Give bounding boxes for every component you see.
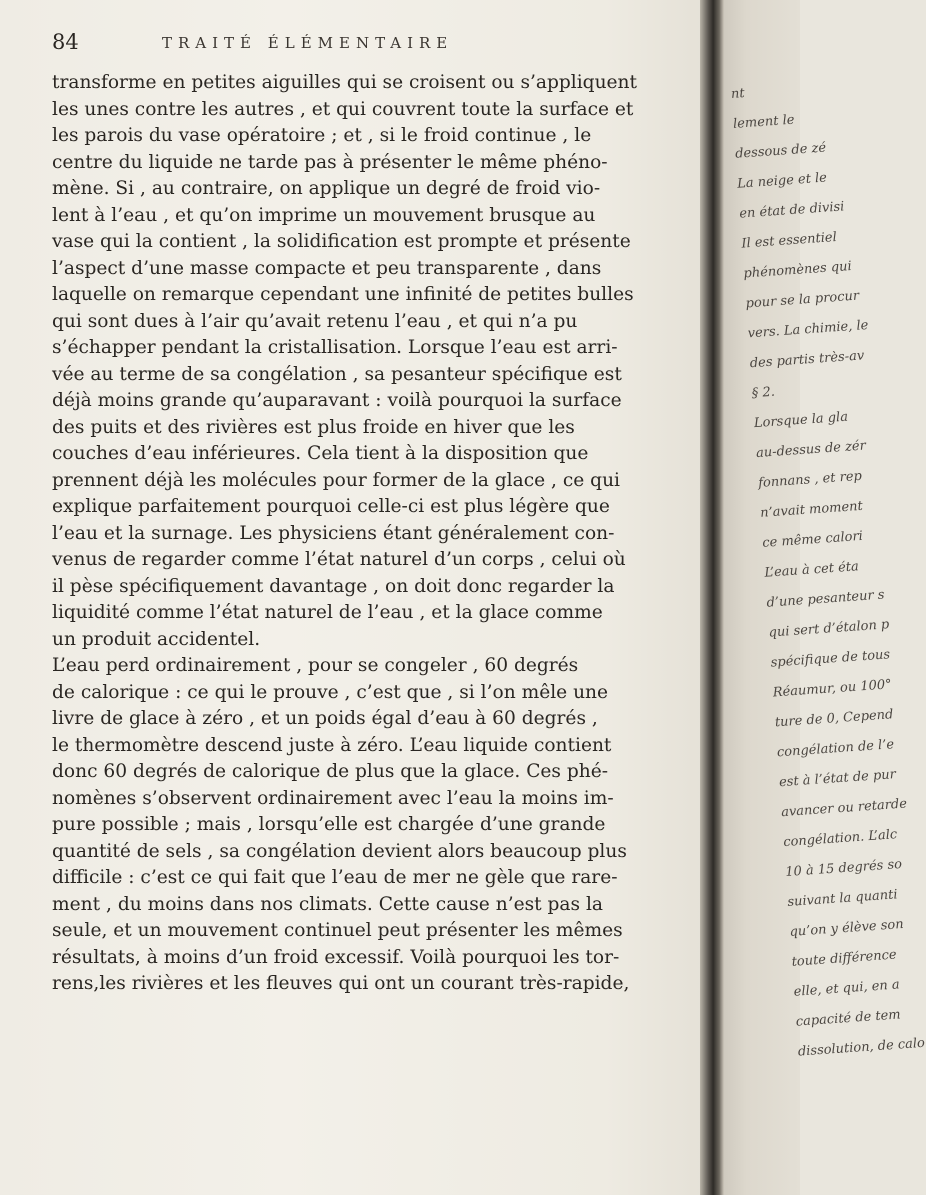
text-line: les parois du vase opératoire ; et , si le froid continue , le [52, 125, 592, 146]
text-line: s’échapper pendant la cristallisation. Lorsque l’eau est arri- [52, 337, 618, 358]
fragment-line: L’eau à cet éta [763, 559, 860, 581]
running-title: TRAITÉ ÉLÉMENTAIRE [162, 34, 454, 52]
text-line: centre du liquide ne tarde pas à présenter le même phéno- [52, 151, 608, 173]
text-line: seule, et un mouvement continuel peut présenter les mêmes [52, 920, 623, 941]
text-line: pure possible ; mais , lorsqu’elle est chargée d’une grande [52, 814, 606, 835]
fragment-line: n’avait moment [759, 498, 864, 521]
fragment-line: au-dessus de zér [755, 438, 867, 462]
fragment-line: spécifique de tous [770, 647, 891, 671]
fragment-line: Lorsque la gla [753, 409, 849, 432]
text-line: l’eau et la surnage. Les physiciens étant généralement con- [52, 522, 615, 544]
fragment-line: capacité de tem [795, 1007, 902, 1030]
text-line: vase qui la contient , la solidification est prompte et présente [52, 231, 631, 252]
text-line: liquidité comme l’état naturel de l’eau , et la glace comme [52, 602, 603, 623]
fragment-line: § 2. [751, 384, 776, 402]
fragment-line: 10 à 15 degrés so [784, 856, 903, 881]
text-line: lent à l’eau , et qu’on imprime un mouvement brusque au [52, 204, 596, 226]
text-line: les unes contre les autres , et qui couvrent toute la surface et [52, 98, 634, 120]
fragment-line: dissolution, de calo [797, 1035, 926, 1060]
fragment-line: en état de divisi [738, 199, 845, 222]
text-line: explique parfaitement pourquoi celle-ci est plus légère que [52, 496, 610, 517]
text-line: L’eau perd ordinairement , pour se congeler , 60 degrés [52, 655, 579, 676]
fragment-line: des partis très-av [749, 348, 865, 372]
fragment-line: Il est essentiel [740, 229, 838, 252]
body-text [52, 70, 670, 998]
fragment-line: congélation de l’e [776, 737, 895, 761]
text-line: transforme en petites aiguilles qui se croisent ou s’appliquent [52, 72, 638, 93]
paragraph-calorique [52, 653, 670, 998]
page-header [52, 30, 662, 56]
fragment-line: dessous de zé [734, 140, 827, 162]
book-gutter [700, 0, 724, 1195]
text-line: rens,les rivières et les fleuves qui ont un courant très-rapide, [52, 973, 630, 994]
fragment-line: Réaumur, ou 100° [772, 677, 893, 701]
text-line: couches d’eau inférieures. Cela tient à la disposition que [52, 443, 589, 464]
fragment-line: toute différence [791, 947, 898, 970]
text-line: venus de regarder comme l’état naturel d’un corps , celui où [52, 549, 626, 570]
text-line: quantité de sels , sa congélation devient alors beaucoup plus [52, 840, 627, 862]
text-line: de calorique : ce qui le prouve , c’est que , si l’on mêle une [52, 681, 609, 703]
text-line: déjà moins grande qu’auparavant : voilà pourquoi la surface [52, 390, 622, 411]
text-line: le thermomètre descend juste à zéro. L’eau liquide contient [52, 734, 612, 756]
fragment-line: est à l’état de pur [778, 767, 897, 791]
facing-page-text [730, 75, 926, 1068]
fragment-line: avancer ou retarde [780, 796, 908, 821]
text-line: un produit accidentel. [52, 628, 261, 650]
fragment-line: fonnans , et rep [757, 468, 863, 491]
fragment-line: nt [730, 86, 746, 102]
fragment-line: pour se la procur [745, 288, 860, 312]
fragment-line: ce même calori [761, 528, 864, 551]
fragment-line: La neige et le [736, 170, 828, 192]
fragment-line: d’une pesanteur s [766, 587, 885, 611]
text-line: des puits et des rivières est plus froide en hiver que les [52, 416, 575, 438]
text-line: livre de glace à zéro , et un poids égal d’eau à 60 degrés , [52, 708, 598, 729]
text-line: ment , du moins dans nos climats. Cette cause n’est pas la [52, 893, 604, 915]
page-number: 84 [52, 30, 79, 54]
fragment-line: lement le [732, 112, 795, 132]
text-line: il pèse spécifiquement davantage , on doit donc regarder la [52, 575, 615, 597]
text-line: prennent déjà les molécules pour former de la glace , ce qui [52, 469, 621, 491]
fragment-line: qui sert d’étalon p [768, 617, 890, 641]
fragment-line: congélation. L’alc [782, 827, 898, 851]
paragraph-freezing [52, 70, 670, 653]
fragment-line: qu’on y élève son [789, 916, 905, 940]
fragment-line: ture de 0, Cepend [774, 707, 894, 731]
fragment-line: vers. La chimie, le [747, 317, 869, 342]
text-line: donc 60 degrés de calorique de plus que la glace. Ces phé- [52, 761, 609, 782]
fragment-line: phénomènes qui [743, 258, 853, 282]
fragment-line: elle, et qui, en a [793, 977, 901, 1000]
fragment-line: suivant la quanti [786, 887, 899, 910]
text-line: difficile : c’est ce qui fait que l’eau de mer ne gèle que rare- [52, 867, 618, 888]
text-line: vée au terme de sa congélation , sa pesanteur spécifique est [52, 363, 622, 385]
text-line: mène. Si , au contraire, on applique un degré de froid vio- [52, 178, 601, 199]
text-line: qui sont dues à l’air qu’avait retenu l’eau , et qui n’a pu [52, 310, 578, 332]
text-line: l’aspect d’une masse compacte et peu transparente , dans [52, 257, 602, 279]
facing-page-edge [724, 0, 926, 1195]
text-line: résultats, à moins d’un froid excessif. Voilà pourquoi les tor- [52, 946, 620, 968]
text-line: laquelle on remarque cependant une infinité de petites bulles [52, 284, 634, 305]
text-line: nomènes s’observent ordinairement avec l’eau la moins im- [52, 787, 614, 809]
